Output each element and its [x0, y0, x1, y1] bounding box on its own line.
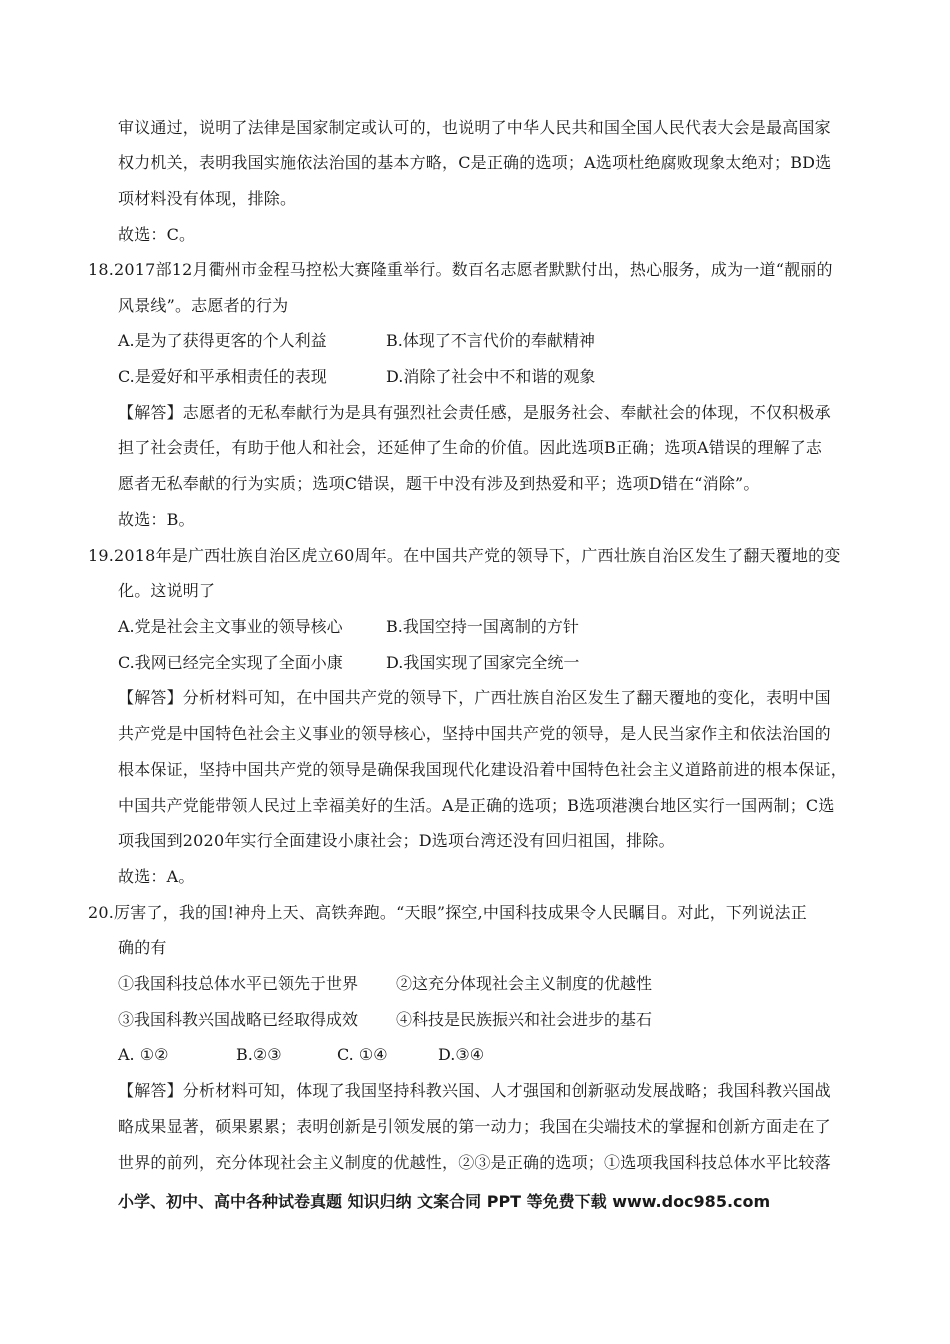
q18-option-b: B.体现了不言代价的奉献精神: [386, 331, 595, 350]
q20-statement-1: ①我国科技总体水平已领先于世界: [118, 974, 359, 993]
prev-answer-line-2: 权力机关，表明我国实施依法治国的基本方略，C是正确的选项；A选项杜绝腐败现象太绝对；BD选: [118, 153, 832, 172]
q20-answer-line-2: 略成果显著，硕果累累；表明创新是引领发展的第一动力；我国在尖端技术的掌握和创新方面走在了: [118, 1117, 831, 1136]
q19-answer-line-5: 项我国到2020年实行全面建设小康社会；D选项台湾还没有回归祖国，排除。: [118, 831, 675, 850]
q20-option-a: A. ①②: [118, 1045, 169, 1064]
q20-stem-line-1: 20.厉害了，我的国!神舟上天、高铁奔跑。“天眼”探空,中国科技成果令人民瞩目。对此，下列说法正: [88, 903, 807, 922]
q20-answer-line-3: 世界的前列，充分体现社会主义制度的优越性，②③是正确的选项；①选项我国科技总体水平比较落: [118, 1153, 831, 1172]
q19-option-c: C.我网已经完全实现了全面小康: [118, 653, 343, 672]
q19-answer-line-4: 中国共产党能带领人民过上幸福美好的生活。A是正确的选项；B选项港澳台地区实行一国两制；C选: [118, 796, 835, 815]
q20-option-c: C. ①④: [337, 1045, 388, 1064]
q19-stem-line-1: 19.2018年是广西壮族自治区虎立60周年。在中国共产党的领导下，广西壮族自治区发生了翻天覆地的变: [88, 546, 841, 565]
prev-choice: 故选：C。: [118, 225, 196, 244]
q19-stem-line-2: 化。这说明了: [118, 581, 216, 600]
q19-answer-line-3: 根本保证，坚持中国共产党的领导是确保我国现代化建设沿着中国特色社会主义道路前进的根本保证，: [118, 760, 848, 779]
q20-statement-2: ②这充分体现社会主义制度的优越性: [396, 974, 653, 993]
q18-choice: 故选：B。: [118, 510, 195, 529]
q19-option-d: D.我国实现了国家完全统一: [386, 653, 580, 672]
q19-answer-line-2: 共产党是中国特色社会主义事业的领导核心，坚持中国共产党的领导，是人民当家作主和依法治国的: [118, 724, 831, 743]
q19-option-a: A.党是社会主文事业的领导核心: [118, 617, 343, 636]
q19-option-b: B.我国空持一国离制的方针: [386, 617, 579, 636]
q20-stem-line-2: 确的有: [118, 938, 167, 957]
q18-answer-line-3: 愿者无私奉献的行为实质；选项C错误，题干中没有涉及到热爱和平；选项D错在“消除”。: [118, 474, 760, 493]
q20-answer-line-1: 【解答】分析材料可知，体现了我国坚持科教兴国、人才强国和创新驱动发展战略；我国科教兴国战: [118, 1081, 831, 1100]
prev-answer-line-1: 审议通过，说明了法律是国家制定或认可的，也说明了中华人民共和国全国人民代表大会是最高国家: [118, 118, 831, 137]
q19-choice: 故选：A。: [118, 867, 195, 886]
page-footer: 小学、初中、高中各种试卷真题 知识归纳 文案合同 PPT 等免费下载 www.doc985.com: [118, 1192, 771, 1211]
q18-option-a: A.是为了获得更客的个人利益: [118, 331, 327, 350]
q18-stem-line-2: 风景线”。志愿者的行为: [118, 296, 289, 315]
q20-statement-4: ④科技是民族振兴和社会进步的基石: [396, 1010, 653, 1029]
q20-statement-3: ③我国科教兴国战略已经取得成效: [118, 1010, 359, 1029]
q18-option-d: D.消除了社会中不和谐的观象: [386, 367, 596, 386]
q18-stem-line-1: 18.2017部12月衢州市金程马控松大赛隆重举行。数百名志愿者默默付出，热心服务，成为一道“靓丽的: [88, 260, 833, 279]
q18-answer-line-2: 担了社会责任，有助于他人和社会，还延伸了生命的价值。因此选项B正确；选项A错误的理解了志: [118, 438, 823, 457]
q18-answer-line-1: 【解答】志愿者的无私奉献行为是具有强烈社会责任感，是服务社会、奉献社会的体现，不仅积极承: [118, 403, 831, 422]
q18-option-c: C.是爱好和平承相责任的表现: [118, 367, 327, 386]
q20-option-d: D.③④: [438, 1045, 485, 1064]
prev-answer-line-3: 项材料没有体现，排除。: [118, 189, 297, 208]
q20-option-b: B.②③: [236, 1045, 282, 1064]
q19-answer-line-1: 【解答】分析材料可知，在中国共产党的领导下，广西壮族自治区发生了翻天覆地的变化，表明中国: [118, 688, 831, 707]
